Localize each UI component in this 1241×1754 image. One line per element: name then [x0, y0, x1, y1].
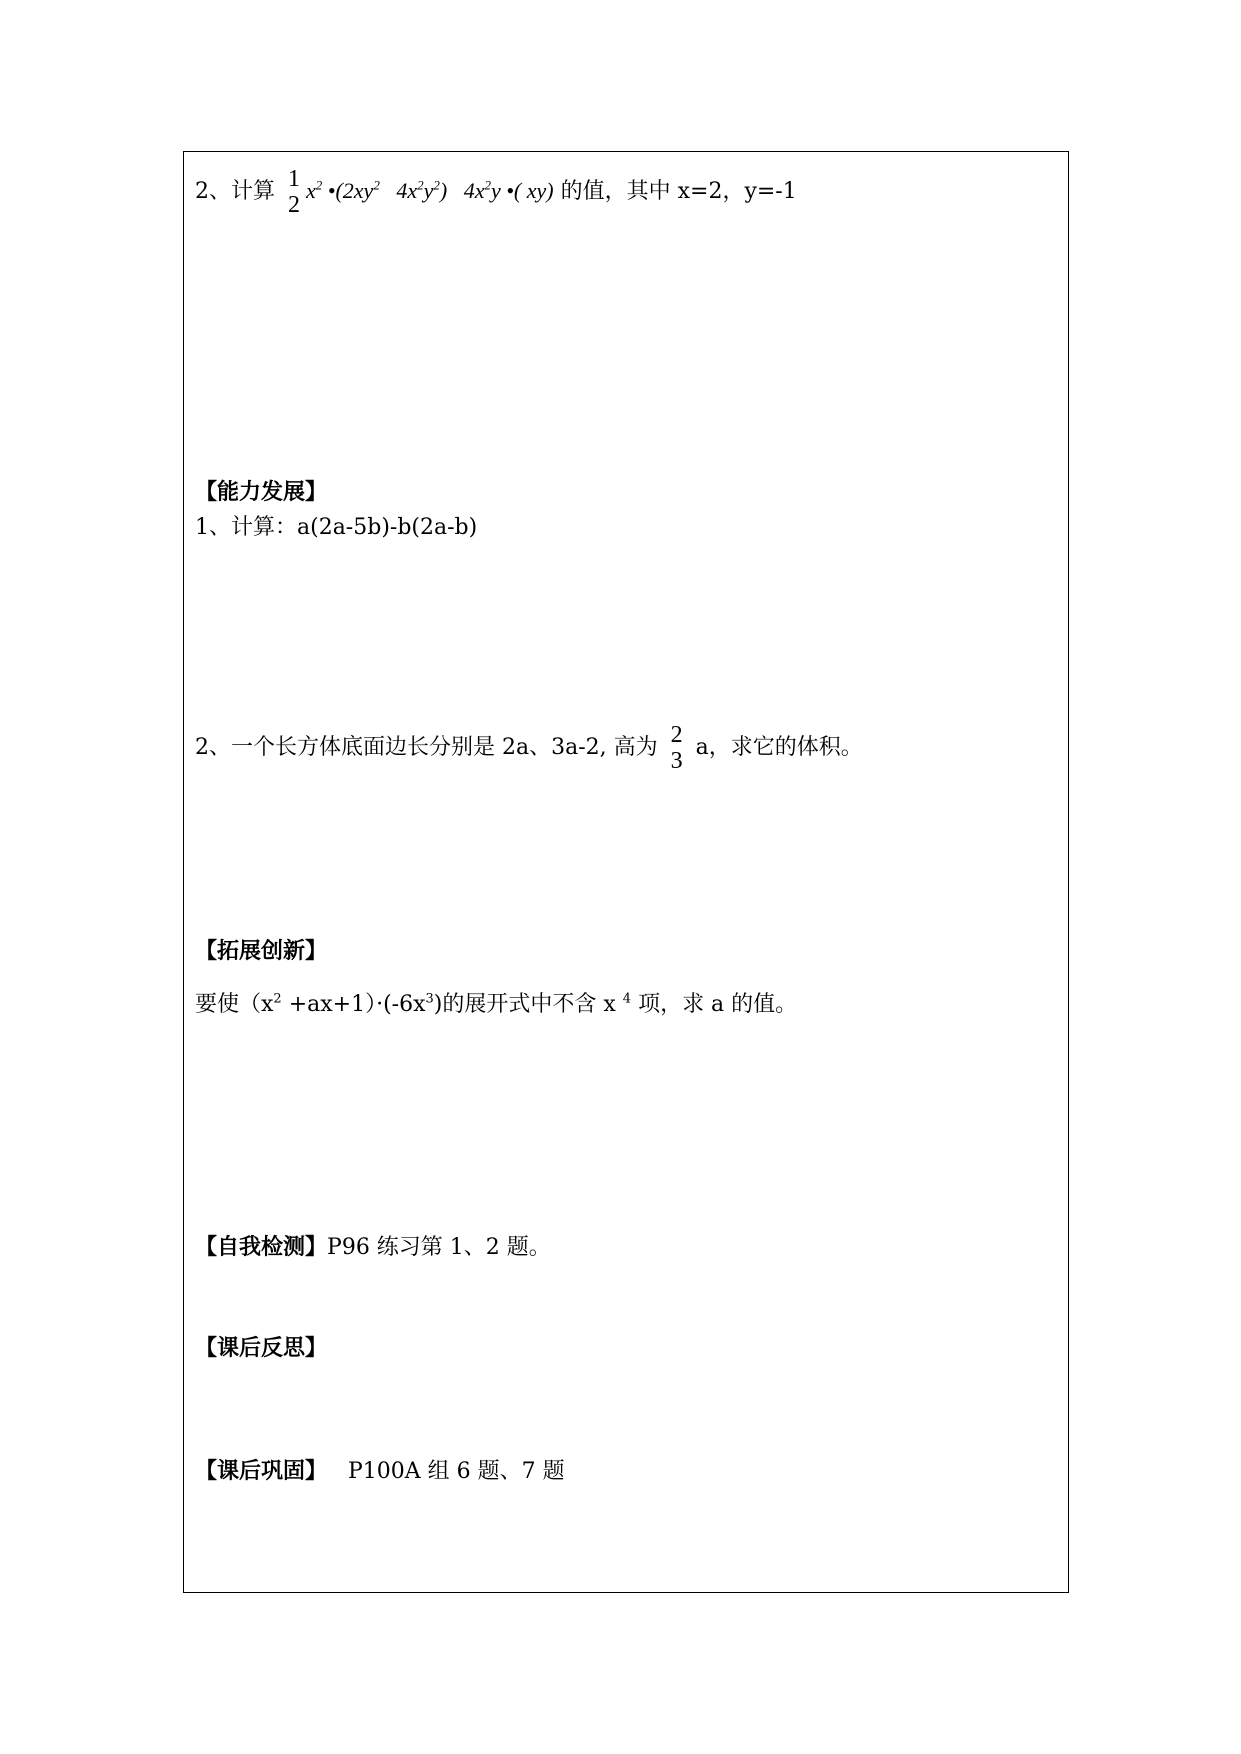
heading-self-check: 【自我检测】 — [195, 1235, 328, 1260]
consolidation — [195, 1457, 565, 1487]
fraction-one-half: 1 2 — [288, 166, 300, 218]
ability-question-2: 2、一个长方体底面边长分别是 2a、3a-2, 高为 2 3 a，求它的体积。 — [195, 722, 863, 774]
consolidation-text: P100A 组 6 题、7 题 — [348, 1459, 565, 1484]
self-check — [195, 1233, 551, 1263]
question-2-prefix: 2、计算 — [195, 179, 275, 204]
extend-question: 要使$(x^2 +ax+1)\cdot(-6x^3)$的展开式中不含 x $^4$ 项，求 a 的值。 — [195, 991, 798, 1017]
heading-ability: 【能力发展】 — [195, 480, 328, 505]
expression: $x^2$ $•(2xy^2$ $4x^2y^2$) $4x^2y$ •( xy) — [306, 177, 554, 203]
question-2 — [195, 166, 797, 218]
heading-reflection: 【课后反思】 — [195, 1336, 328, 1361]
heading-extend: 【拓展创新】 — [195, 939, 328, 964]
fraction-two-thirds: 2 3 — [670, 722, 683, 774]
self-check-text: P96 练习第 1、2 题。 — [327, 1235, 551, 1260]
heading-consolidation: 【课后巩固】 — [195, 1459, 328, 1484]
question-2-suffix: 的值，其中 x=2，y=-1 — [560, 179, 797, 204]
ability-question-1: 1、计算：a(2a-5b)-b(2a-b) — [195, 515, 478, 540]
content-table-frame — [183, 151, 1069, 1593]
